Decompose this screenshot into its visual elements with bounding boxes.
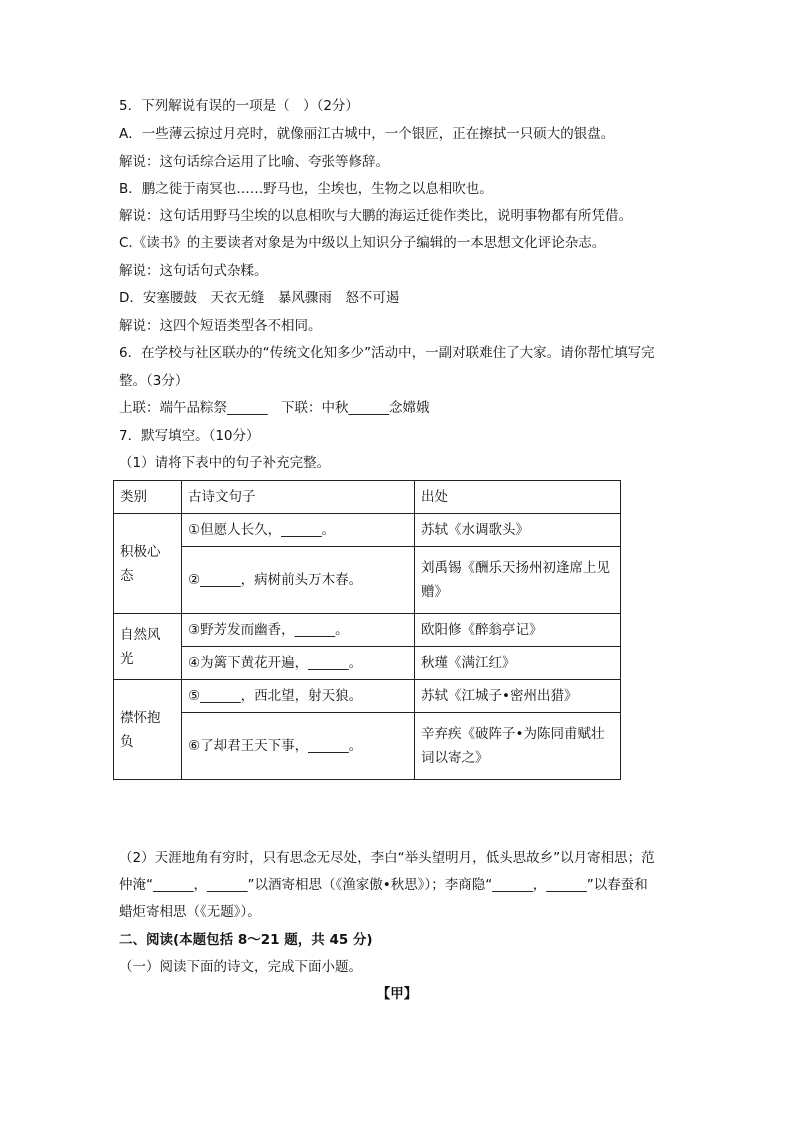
question-7-part1: （1）请将下表中的句子补充完整。 — [119, 455, 331, 471]
sentence-cell: ①但愿人长久，______。 — [182, 514, 415, 547]
category-cell: 襟怀抱 负 — [114, 680, 182, 780]
option-a: A．一些薄云掠过月亮时，就像丽江古城中，一个银匠，正在擦拭一只硕大的银盘。 — [119, 126, 615, 142]
question-7-part2-cont: 仲淹“______，______”以酒寄相思（《渔家傲•秋思》）；李商隐“______，______”以春蚕和 — [119, 877, 648, 893]
question-6-stem: 6．在学校与社区联办的“传统文化知多少”活动中，一副对联难住了大家。请你帮忙填写完 — [119, 345, 655, 361]
header-source: 出处 — [415, 481, 621, 514]
header-sentence: 古诗文句子 — [182, 481, 415, 514]
option-c: C.《读书》的主要读者对象是为中级以上知识分子编辑的一本思想文化评论杂志。 — [119, 235, 606, 251]
source-cell: 辛弃疾《破阵子•为陈同甫赋壮 词以寄之》 — [415, 713, 621, 780]
option-d-note: 解说：这四个短语类型各不相同。 — [119, 318, 322, 334]
source-cell: 刘禹锡《酬乐天扬州初逢席上见 赠》 — [415, 547, 621, 614]
question-7-part2: （2）天涯地角有穷时，只有思念无尽处，李白“举头望明月，低头思故乡”以月寄相思；范 — [119, 850, 655, 866]
sentence-cell: ④为篱下黄花开遍，______。 — [182, 647, 415, 680]
table-row — [114, 680, 621, 713]
table-row — [114, 713, 621, 780]
option-a-note: 解说：这句话综合运用了比喻、夸张等修辞。 — [119, 154, 389, 170]
table-row — [114, 514, 621, 547]
question-6-stem-cont: 整。（3分） — [119, 373, 189, 389]
option-b: B．鹏之徙于南冥也……野马也，尘埃也，生物之以息相吹也。 — [119, 181, 493, 197]
sentence-cell: ⑥了却君王天下事，______。 — [182, 713, 415, 780]
couplet-line: 上联：端午品粽祭______ 下联：中秋______念嫦娥 — [119, 400, 430, 416]
question-7-part2-end: 蜡炬寄相思（《无题》）。 — [119, 904, 261, 920]
source-cell: 苏轼《水调歌头》 — [415, 514, 621, 547]
category-cell: 自然风 光 — [114, 614, 182, 680]
poem-table — [113, 480, 621, 780]
category-cell: 积极心 态 — [114, 514, 182, 614]
question-7-stem: 7．默写填空。（10分） — [119, 428, 260, 444]
source-cell: 欧阳修《醉翁亭记》 — [415, 614, 621, 647]
sentence-cell: ⑤______，西北望，射天狼。 — [182, 680, 415, 713]
passage-jia-heading: 【甲】 — [376, 986, 418, 1002]
source-cell: 苏轼《江城子•密州出猎》 — [415, 680, 621, 713]
table-row — [114, 647, 621, 680]
section-2-title: 二、阅读(本题包括 8～21 题，共 45 分) — [119, 932, 373, 948]
table-row — [114, 547, 621, 614]
question-5-stem: 5．下列解说有误的一项是（ ）（2分） — [119, 98, 359, 114]
section-2-instruction: （一）阅读下面的诗文，完成下面小题。 — [119, 959, 362, 975]
header-category: 类别 — [114, 481, 182, 514]
table-row — [114, 614, 621, 647]
sentence-cell: ③野芳发而幽香，______。 — [182, 614, 415, 647]
sentence-cell: ②______，病树前头万木春。 — [182, 547, 415, 614]
option-b-note: 解说：这句话用野马尘埃的以息相吹与大鹏的海运迁徙作类比，说明事物都有所凭借。 — [119, 208, 632, 224]
table-header-row — [114, 481, 621, 514]
option-d: D．安塞腰鼓 天衣无缝 暴风骤雨 怒不可遏 — [119, 290, 400, 306]
option-c-note: 解说：这句话句式杂糅。 — [119, 263, 268, 279]
source-cell: 秋瑾《满江红》 — [415, 647, 621, 680]
